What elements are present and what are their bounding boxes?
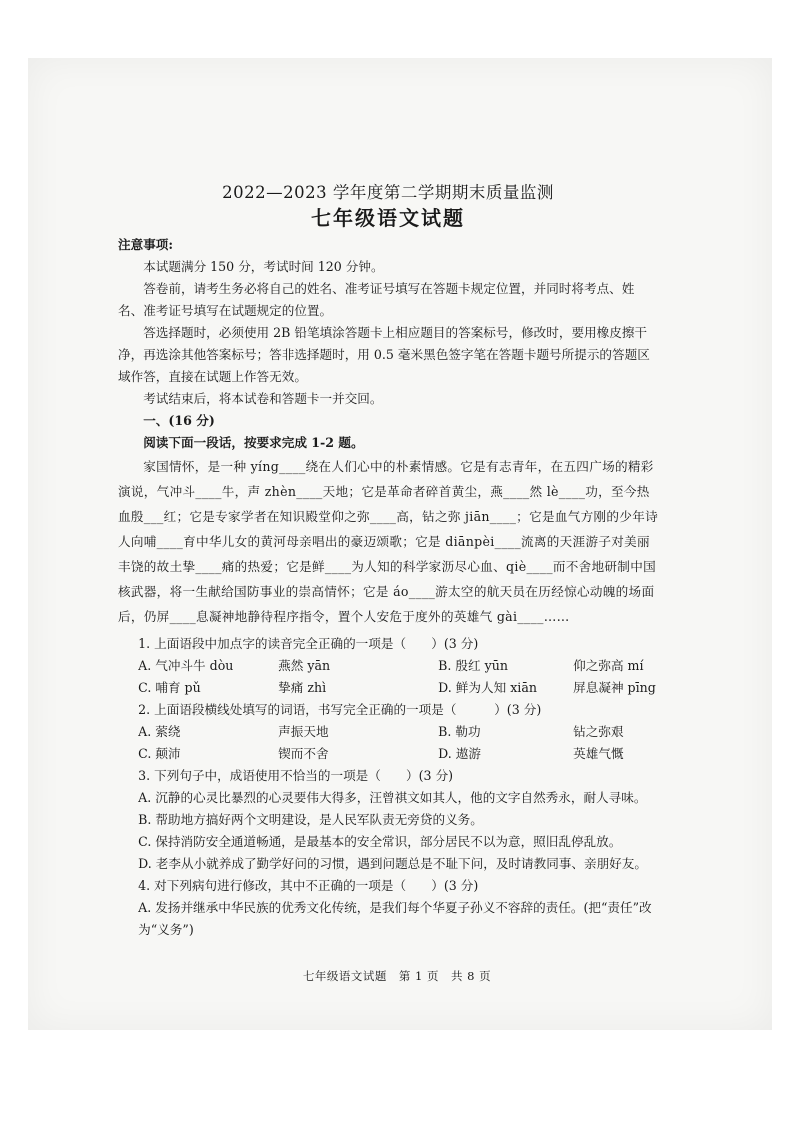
- question-3-choice-d: D. 老李从小就养成了勤学好问的习惯，遇到问题总是不耻下问，及时请教同事、亲朋好友。: [138, 856, 647, 871]
- question-4-stem: 4. 对下列病句进行修改，其中不正确的一项是（ ）(3 分): [138, 878, 479, 893]
- question-2-stem: 2. 上面语段横线处填写的词语，书写完全正确的一项是（ ）(3 分): [138, 702, 542, 717]
- question-1-options-row: [118, 677, 658, 699]
- option-a-extra: 燕然 yān: [278, 658, 331, 673]
- question-2-options-row: [118, 721, 658, 743]
- option-d: D. 遨游: [438, 746, 481, 761]
- reading-passage: 家国情怀，是一种 yíng____绕在人们心中的朴素情感。它是有志青年，在五四广场的精彩演说，气冲斗____牛，声 zhèn____天地；它是革命者碎首黄尘，燕____然 lè____功，至今热血殷___红；它是专家学者在知识殿堂仰之弥____高，钻之弥 jiān____；它是血气方刚的少年诗人向哺____育中华儿女的黄河母亲唱出的豪迈颂歌；它是 diānpèi____流离的天涯游子对美丽丰饶的故土挚____痛的热爱；它是鲜____为人知的科学家沥尽心血、qiè____而不舍地研制中国核武器，将一生献给国防事业的崇高情怀；它是 áo____游太空的航天员在历经惊心动魄的场面后，仍屏____息凝神地静待程序指令，置个人安危于度外的英雄气 gài____……: [118, 459, 659, 624]
- notice-heading: 注意事项:: [118, 237, 174, 252]
- option-a-extra: 声振天地: [278, 724, 329, 739]
- option-c-extra: 锲而不舍: [278, 746, 329, 761]
- option-b: B. 勒功: [438, 724, 481, 739]
- option-d-extra: 屏息凝神 pīng: [573, 680, 656, 695]
- question-4-choice-a: A. 发扬并继承中华民族的优秀文化传统，是我们每个华夏子孙义不容辞的责任。(把“责任”改为“义务”): [138, 900, 652, 937]
- option-d-extra: 英雄气慨: [573, 746, 624, 761]
- notice-item: 答卷前，请考生务必将自己的姓名、准考证号填写在答题卡规定位置，并同时将考点、姓名、准考证号填写在试题规定的位置。: [118, 281, 635, 318]
- section-instruction: 阅读下面一段话，按要求完成 1-2 题。: [143, 435, 364, 450]
- page-footer: 七年级语文试题 第 1 页 共 8 页: [302, 969, 492, 983]
- question-2-options-row: [118, 743, 658, 765]
- option-a: A. 萦绕: [138, 724, 181, 739]
- notice-item: 考试结束后，将本试卷和答题卡一并交回。: [143, 391, 383, 406]
- exam-content: [118, 182, 658, 941]
- option-c: C. 哺育 pǔ: [138, 680, 201, 695]
- question-3-choice-a: A. 沉静的心灵比暴烈的心灵要伟大得多，汪曾祺文如其人，他的文字自然秀永，耐人寻味。: [138, 790, 647, 805]
- option-c-extra: 挚痛 zhì: [278, 680, 327, 695]
- exam-title: 2022—2023 学年度第二学期期末质量监测: [222, 183, 554, 202]
- option-b-extra: 钻之弥艰: [573, 724, 624, 739]
- question-3-choice-c: C. 保持消防安全通道畅通，是最基本的安全常识，部分居民不以为意，照旧乱停乱放。: [138, 834, 622, 849]
- notice-item: 本试题满分 150 分，考试时间 120 分钟。: [143, 259, 384, 274]
- exam-subtitle: 七年级语文试题: [311, 206, 465, 230]
- option-b-extra: 仰之弥高 mí: [573, 658, 644, 673]
- question-1-stem: 1. 上面语段中加点字的读音完全正确的一项是（ ）(3 分): [138, 636, 479, 651]
- question-3-choice-b: B. 帮助地方搞好两个文明建设，是人民军队责无旁贷的义务。: [138, 812, 483, 827]
- option-c: C. 颠沛: [138, 746, 181, 761]
- question-1-options-row: [118, 655, 658, 677]
- section-heading: 一、(16 分): [143, 413, 215, 428]
- notice-item: 答选择题时，必须使用 2B 铅笔填涂答题卡上相应题目的答案标号，修改时，要用橡皮擦干净，再选涂其他答案标号；答非选择题时，用 0.5 毫米黑色签字笔在答题卡题号所提示的答题区域作答，直接在试题上作答无效。: [118, 325, 650, 384]
- option-b: B. 殷红 yūn: [438, 658, 508, 673]
- question-3-stem: 3. 下列句子中，成语使用不恰当的一项是（ ）(3 分): [138, 768, 454, 783]
- option-d: D. 鲜为人知 xiān: [438, 680, 537, 695]
- option-a: A. 气冲斗牛 dòu: [138, 658, 234, 673]
